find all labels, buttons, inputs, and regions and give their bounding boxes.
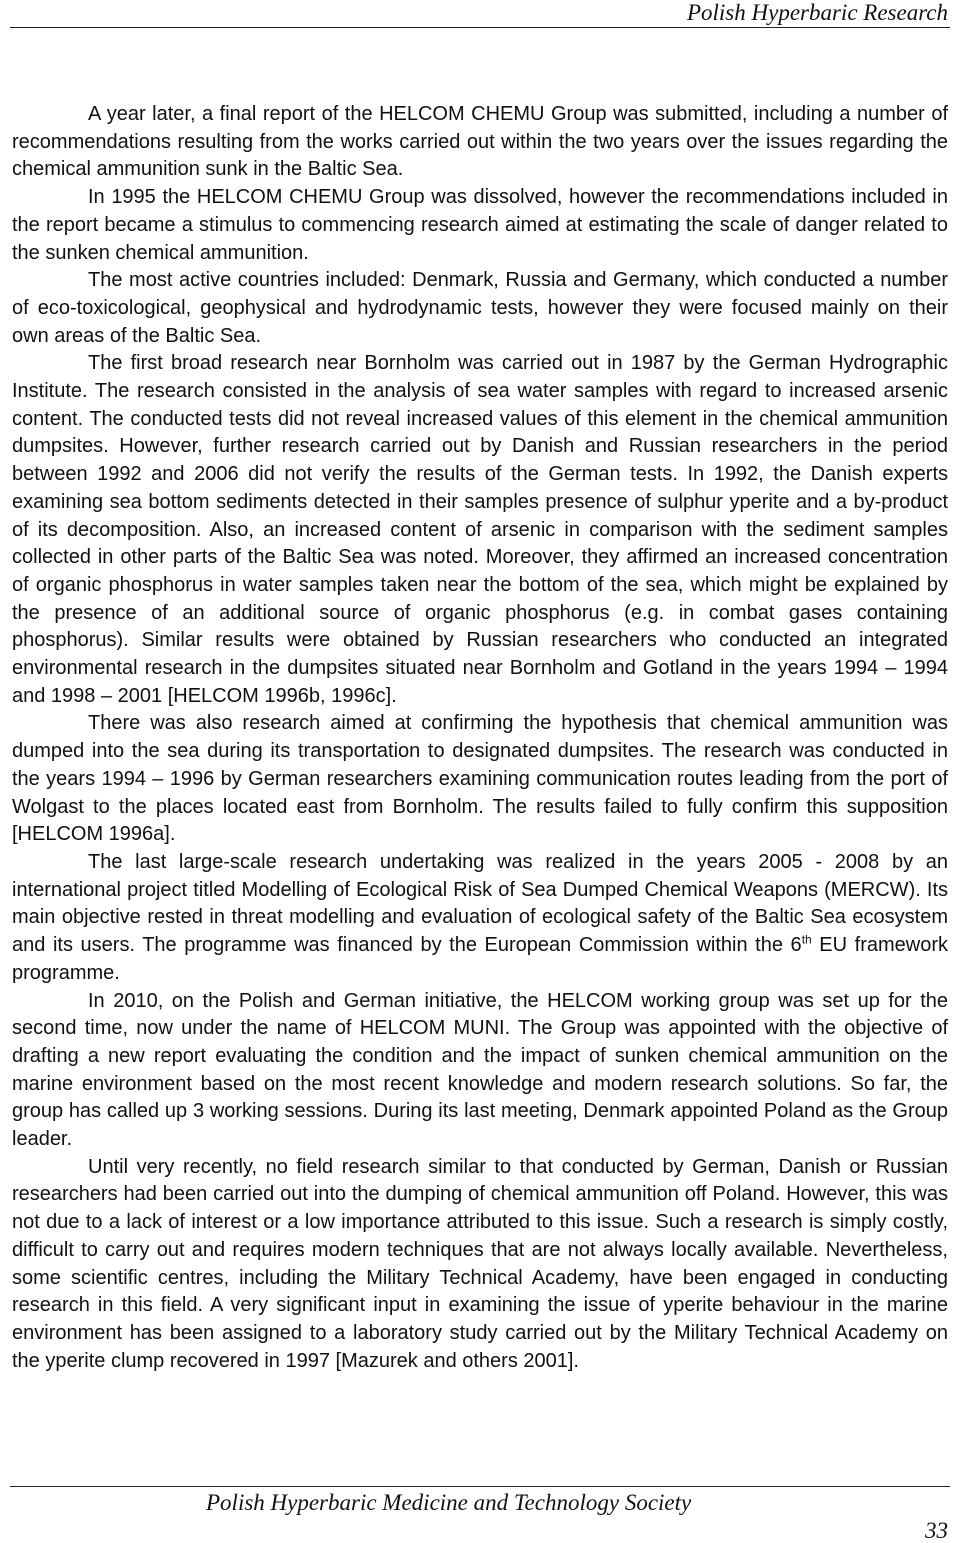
paragraph-mercw-project: [12, 849, 948, 988]
paragraph-polish-research: Until very recently, no field research similar to that conducted by German, Danish or Russian researchers had been carried out into the dumping of chemical ammunition off Poland. However, this was not due to a lack of interest or a low importance attributed to this issue. Such a research is simply costly, difficult to carry out and requires modern techniques that are not always locally available. Nevertheless, some scientific centres, including the Military Technical Academy, have been engaged in conducting research in this field. A very significant input in examining the issue of yperite behaviour in the marine environment has been assigned to a laboratory study carried out by the Military Technical Academy on the yperite clump recovered in 1997 [Mazurek and others 2001].: [12, 1155, 948, 1372]
running-header-title: Polish Hyperbaric Research: [686, 0, 948, 25]
paragraph-helcom-muni: In 2010, on the Polish and German initiative, the HELCOM working group was set up for the second time, now under the name of HELCOM MUNI. The Group was appointed with the objective of drafting a new report evaluating the condition and the impact of sunken chemical ammunition on the marine environment based on the most recent knowledge and modern research solutions. So far, the group has called up 3 working sessions. During its last meeting, Denmark appointed Poland as the Group leader.: [12, 989, 948, 1151]
header-divider: [10, 27, 950, 28]
paragraph-transport-hypothesis: There was also research aimed at confirming the hypothesis that chemical ammunition was dumped into the sea during its transportation to designated dumpsites. The research was conducted in the years 1994 – 1996 by German researchers examining communication routes leading from the port of Wolgast to the places located east from Bornholm. The results failed to fully confirm this supposition [HELCOM 1996a].: [12, 712, 948, 846]
mercw-text-start: The last large-scale research undertaking was realized in the years 2005 - 2008 by an international project titled Modelling of Ecological Risk of Sea Dumped Chemical Weapons (MERCW). Its main objective rested in threat modelling and evaluation of ecological safety of the Baltic Sea ecosystem and its users. The programme was financed by the European Commission within the 6: [12, 850, 948, 957]
paragraph-bornholm-research: The first broad research near Bornholm was carried out in 1987 by the German Hydrographic Institute. The research consisted in the analysis of sea water samples with regard to increased arsenic content. The conducted tests did not reveal increased values of this element in the chemical ammunition dumpsites. However, further research carried out by Danish and Russian researchers in the period between 1992 and 2006 did not verify the results of the German tests. In 1992, the Danish experts examining sea bottom sediments detected in their samples presence of sulphur yperite and a by-product of its decomposition. Also, an increased content of arsenic in comparison with the sediment samples collected in other parts of the Baltic Sea was noted. Moreover, they affirmed an increased concentration of organic phosphorus in water samples taken near the bottom of the sea, which might be explained by the presence of an additional source of organic phosphorus (e.g. in combat gases containing phosphorus). Similar results were obtained by Russian researchers who conducted an integrated environmental research in the dumpsites situated near Bornholm and Gotland in the years 1994 – 1994 and 1998 – 2001 [HELCOM 1996b, 1996c].: [12, 352, 948, 707]
mercw-text-end: EU framework programme.: [12, 934, 948, 984]
footer-divider: [10, 1486, 950, 1487]
paragraph-final-report: A year later, a final report of the HELCOM CHEMU Group was submitted, including a number of recommendations resulting from the works carried out within the two years over the issues regarding the chemical ammunition sunk in the Baltic Sea.: [12, 103, 948, 181]
article-body: [12, 101, 948, 1375]
paragraph-active-countries: The most active countries included: Denmark, Russia and Germany, which conducted a number of eco-toxicological, geophysical and hydrodynamic tests, however they were focused mainly on their own areas of the Baltic Sea.: [12, 269, 948, 347]
page-number: 33: [925, 1518, 948, 1543]
paragraph-chemu-dissolved: In 1995 the HELCOM CHEMU Group was dissolved, however the recommendations included in the report became a stimulus to commencing research aimed at estimating the scale of danger related to the sunken chemical ammunition.: [12, 186, 948, 264]
footer-society-name: Polish Hyperbaric Medicine and Technology Society: [206, 1490, 692, 1515]
ordinal-superscript: th: [801, 932, 812, 947]
